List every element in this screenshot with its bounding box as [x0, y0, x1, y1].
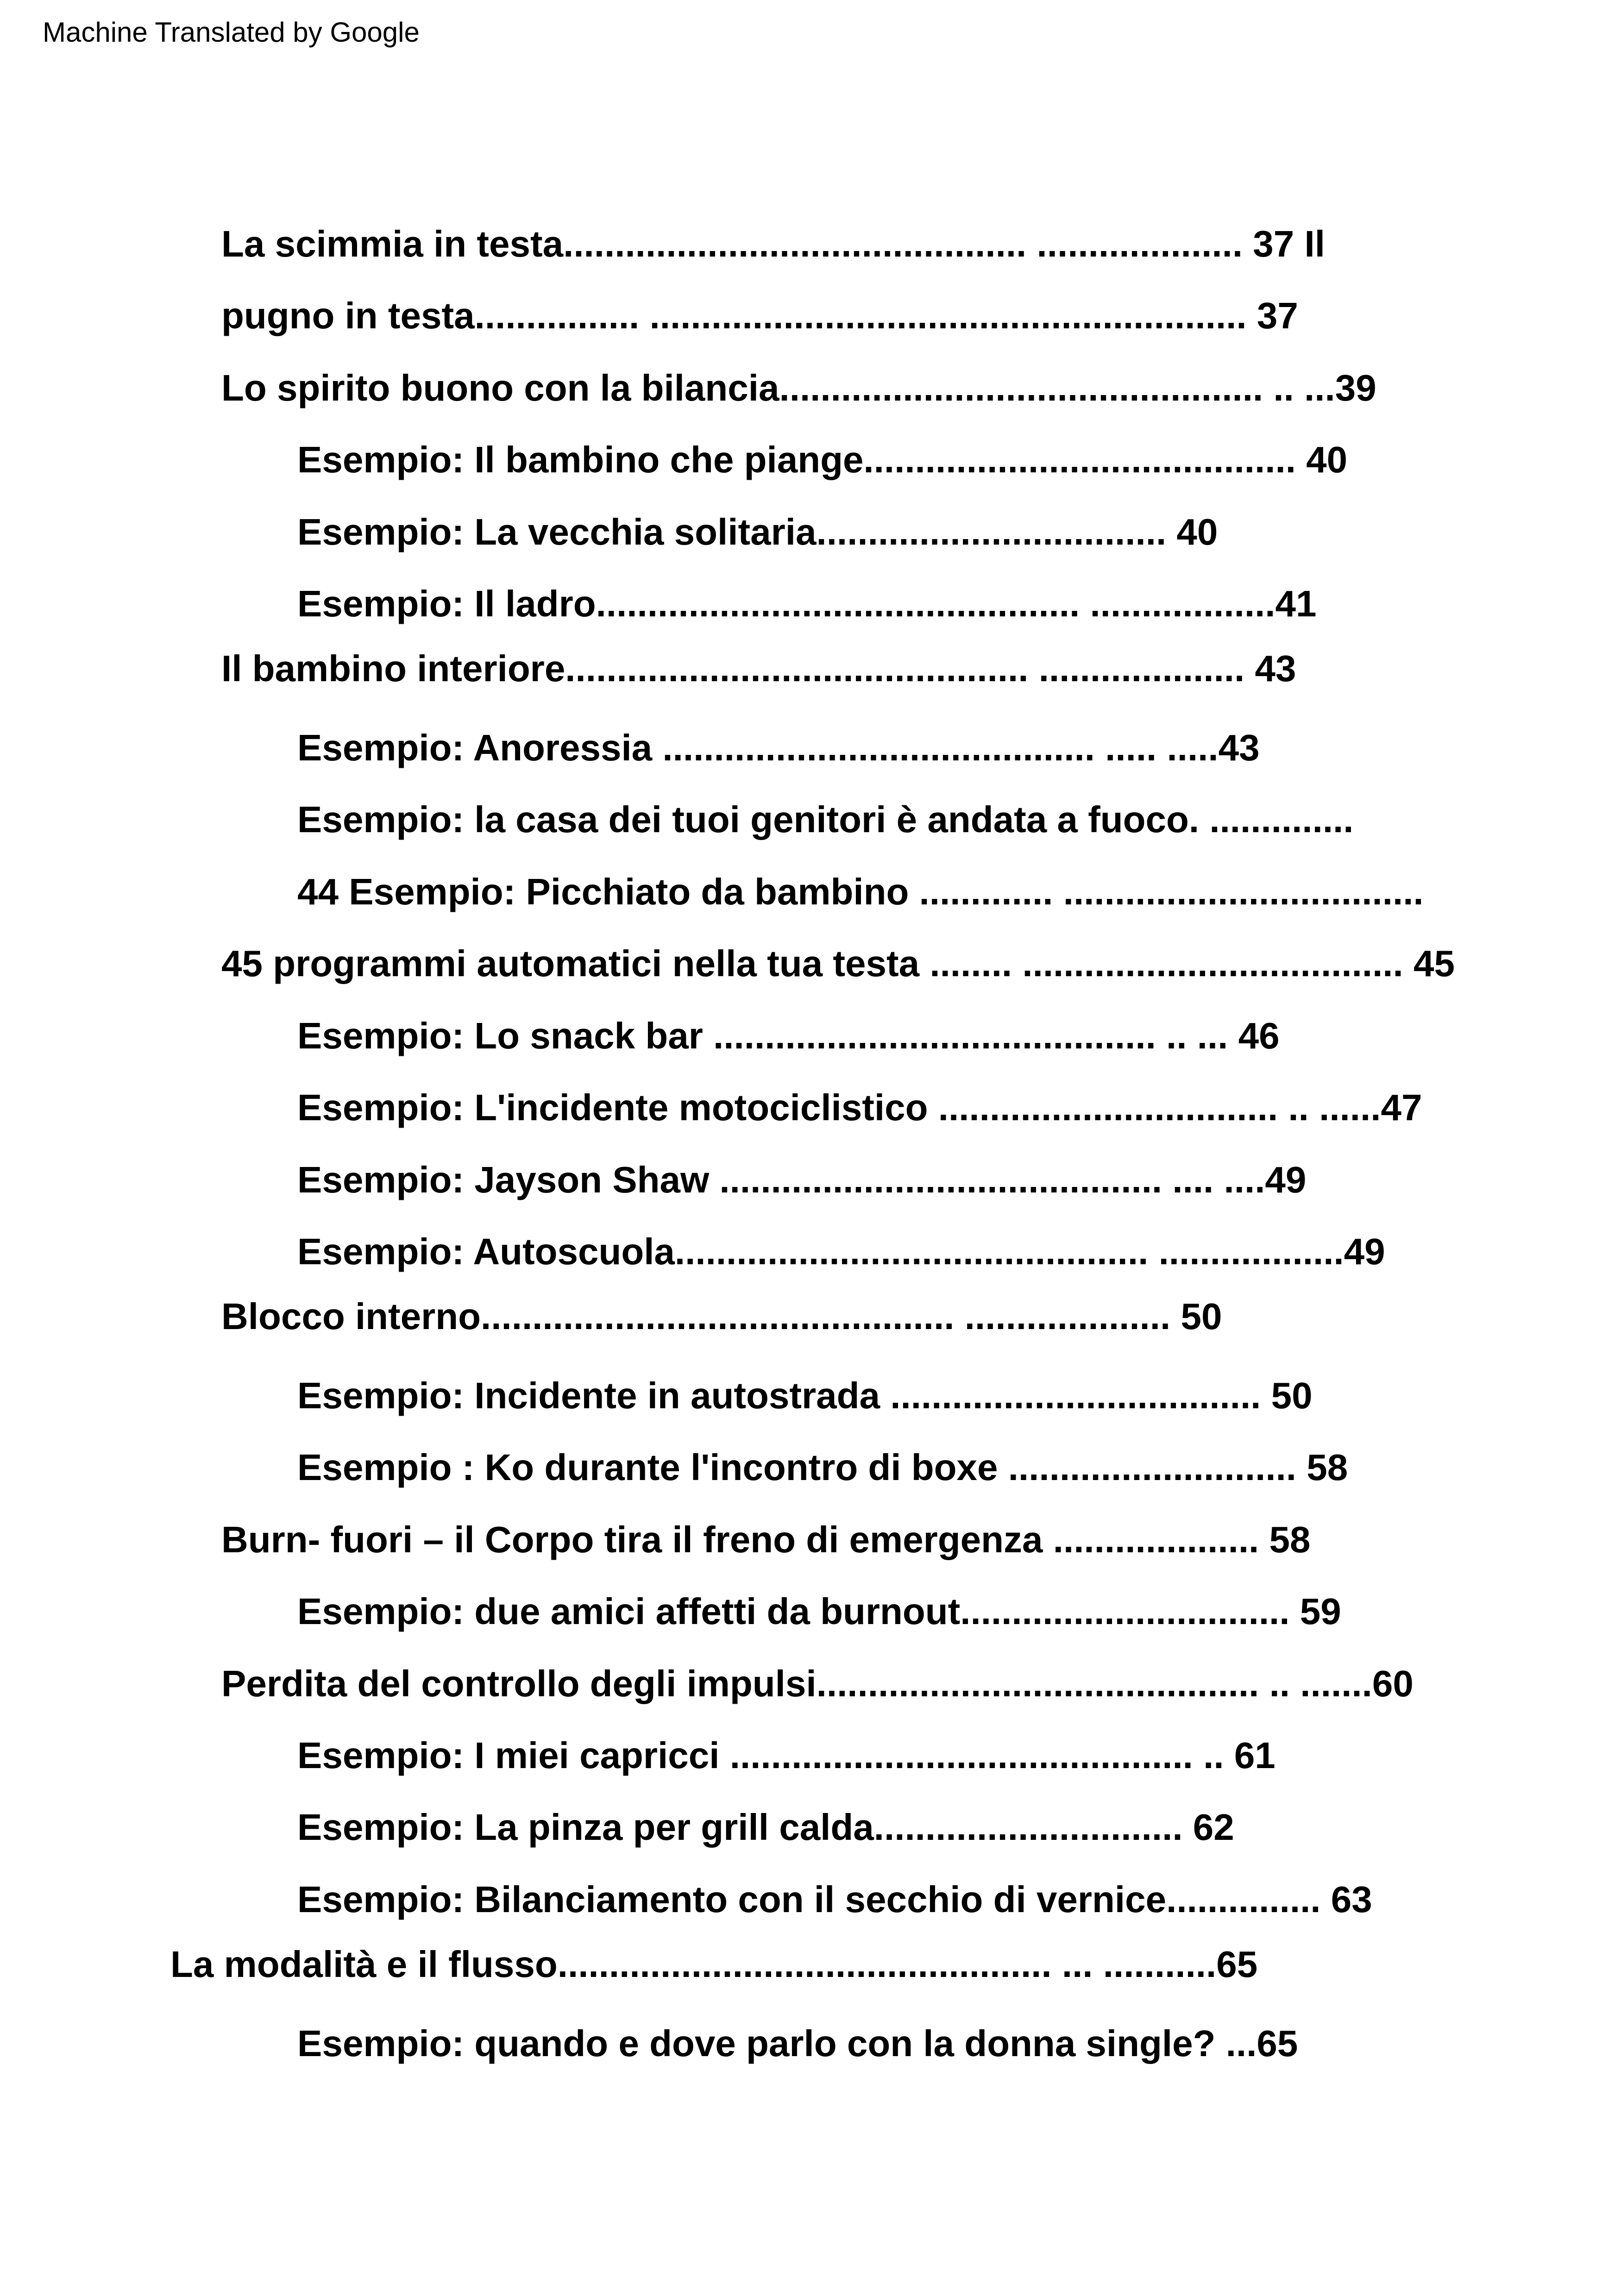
toc-entry: Il bambino interiore............................................. .................... 43 — [221, 648, 1296, 689]
toc-entry: Esempio: Il bambino che piange.......................................... 40 — [297, 439, 1348, 480]
toc-entry: Esempio: L'incidente motociclistico ................................. .. ......47 — [297, 1087, 1422, 1128]
toc-entry: 44 Esempio: Picchiato da bambino ............. ................................... — [297, 871, 1424, 912]
toc-entry: Esempio: Anoressia .......................................... ..... .....43 — [297, 727, 1260, 768]
toc-entry: Esempio: La pinza per grill calda.............................. 62 — [297, 1807, 1234, 1848]
toc-entry: Esempio: Autoscuola.............................................. ..................49 — [297, 1231, 1385, 1272]
toc-entry: Esempio: due amici affetti da burnout................................ 59 — [297, 1591, 1341, 1632]
toc-entry: Esempio: Jayson Shaw ........................................... .... ....49 — [297, 1159, 1307, 1200]
toc-entry: Esempio: Lo snack bar ........................................... .. ... 46 — [297, 1015, 1280, 1056]
toc-entry: Esempio : Ko durante l'incontro di boxe ............................ 58 — [297, 1447, 1348, 1488]
toc-entry: La modalità e il flusso................................................ ... ...........65 — [170, 1944, 1258, 1985]
toc-entry: Esempio: Bilanciamento con il secchio di vernice............... 63 — [297, 1879, 1372, 1920]
toc-entry: Esempio: la casa dei tuoi genitori è andata a fuoco. .............. — [297, 799, 1354, 840]
toc-entry: pugno in testa................ .......................................................... 37 — [221, 295, 1298, 336]
toc-entry: Perdita del controllo degli impulsi........................................... .. .......60 — [221, 1663, 1414, 1704]
toc-entry: Esempio: Il ladro............................................... ..................41 — [297, 583, 1317, 624]
toc-entry: Lo spirito buono con la bilancia............................................... .. ...39 — [221, 367, 1376, 408]
toc-entry: Blocco interno.............................................. .................... 50 — [221, 1296, 1222, 1337]
toc-entry: La scimmia in testa............................................. .................... 37 Il — [221, 223, 1325, 264]
toc-entry: Esempio: quando e dove parlo con la donna single? ...65 — [297, 2023, 1298, 2064]
toc-entry: Esempio: Incidente in autostrada .................................... 50 — [297, 1375, 1313, 1416]
toc-entry: 45 programmi automatici nella tua testa ........ ..................................... 45 — [221, 943, 1455, 984]
toc-entry: Esempio: La vecchia solitaria.................................. 40 — [297, 511, 1218, 552]
toc-entry: Burn- fuori – il Corpo tira il freno di emergenza .................... 58 — [221, 1519, 1311, 1560]
toc-entry: Esempio: I miei capricci ............................................. .. 61 — [297, 1735, 1275, 1776]
machine-translation-banner: Machine Translated by Google — [43, 17, 420, 48]
